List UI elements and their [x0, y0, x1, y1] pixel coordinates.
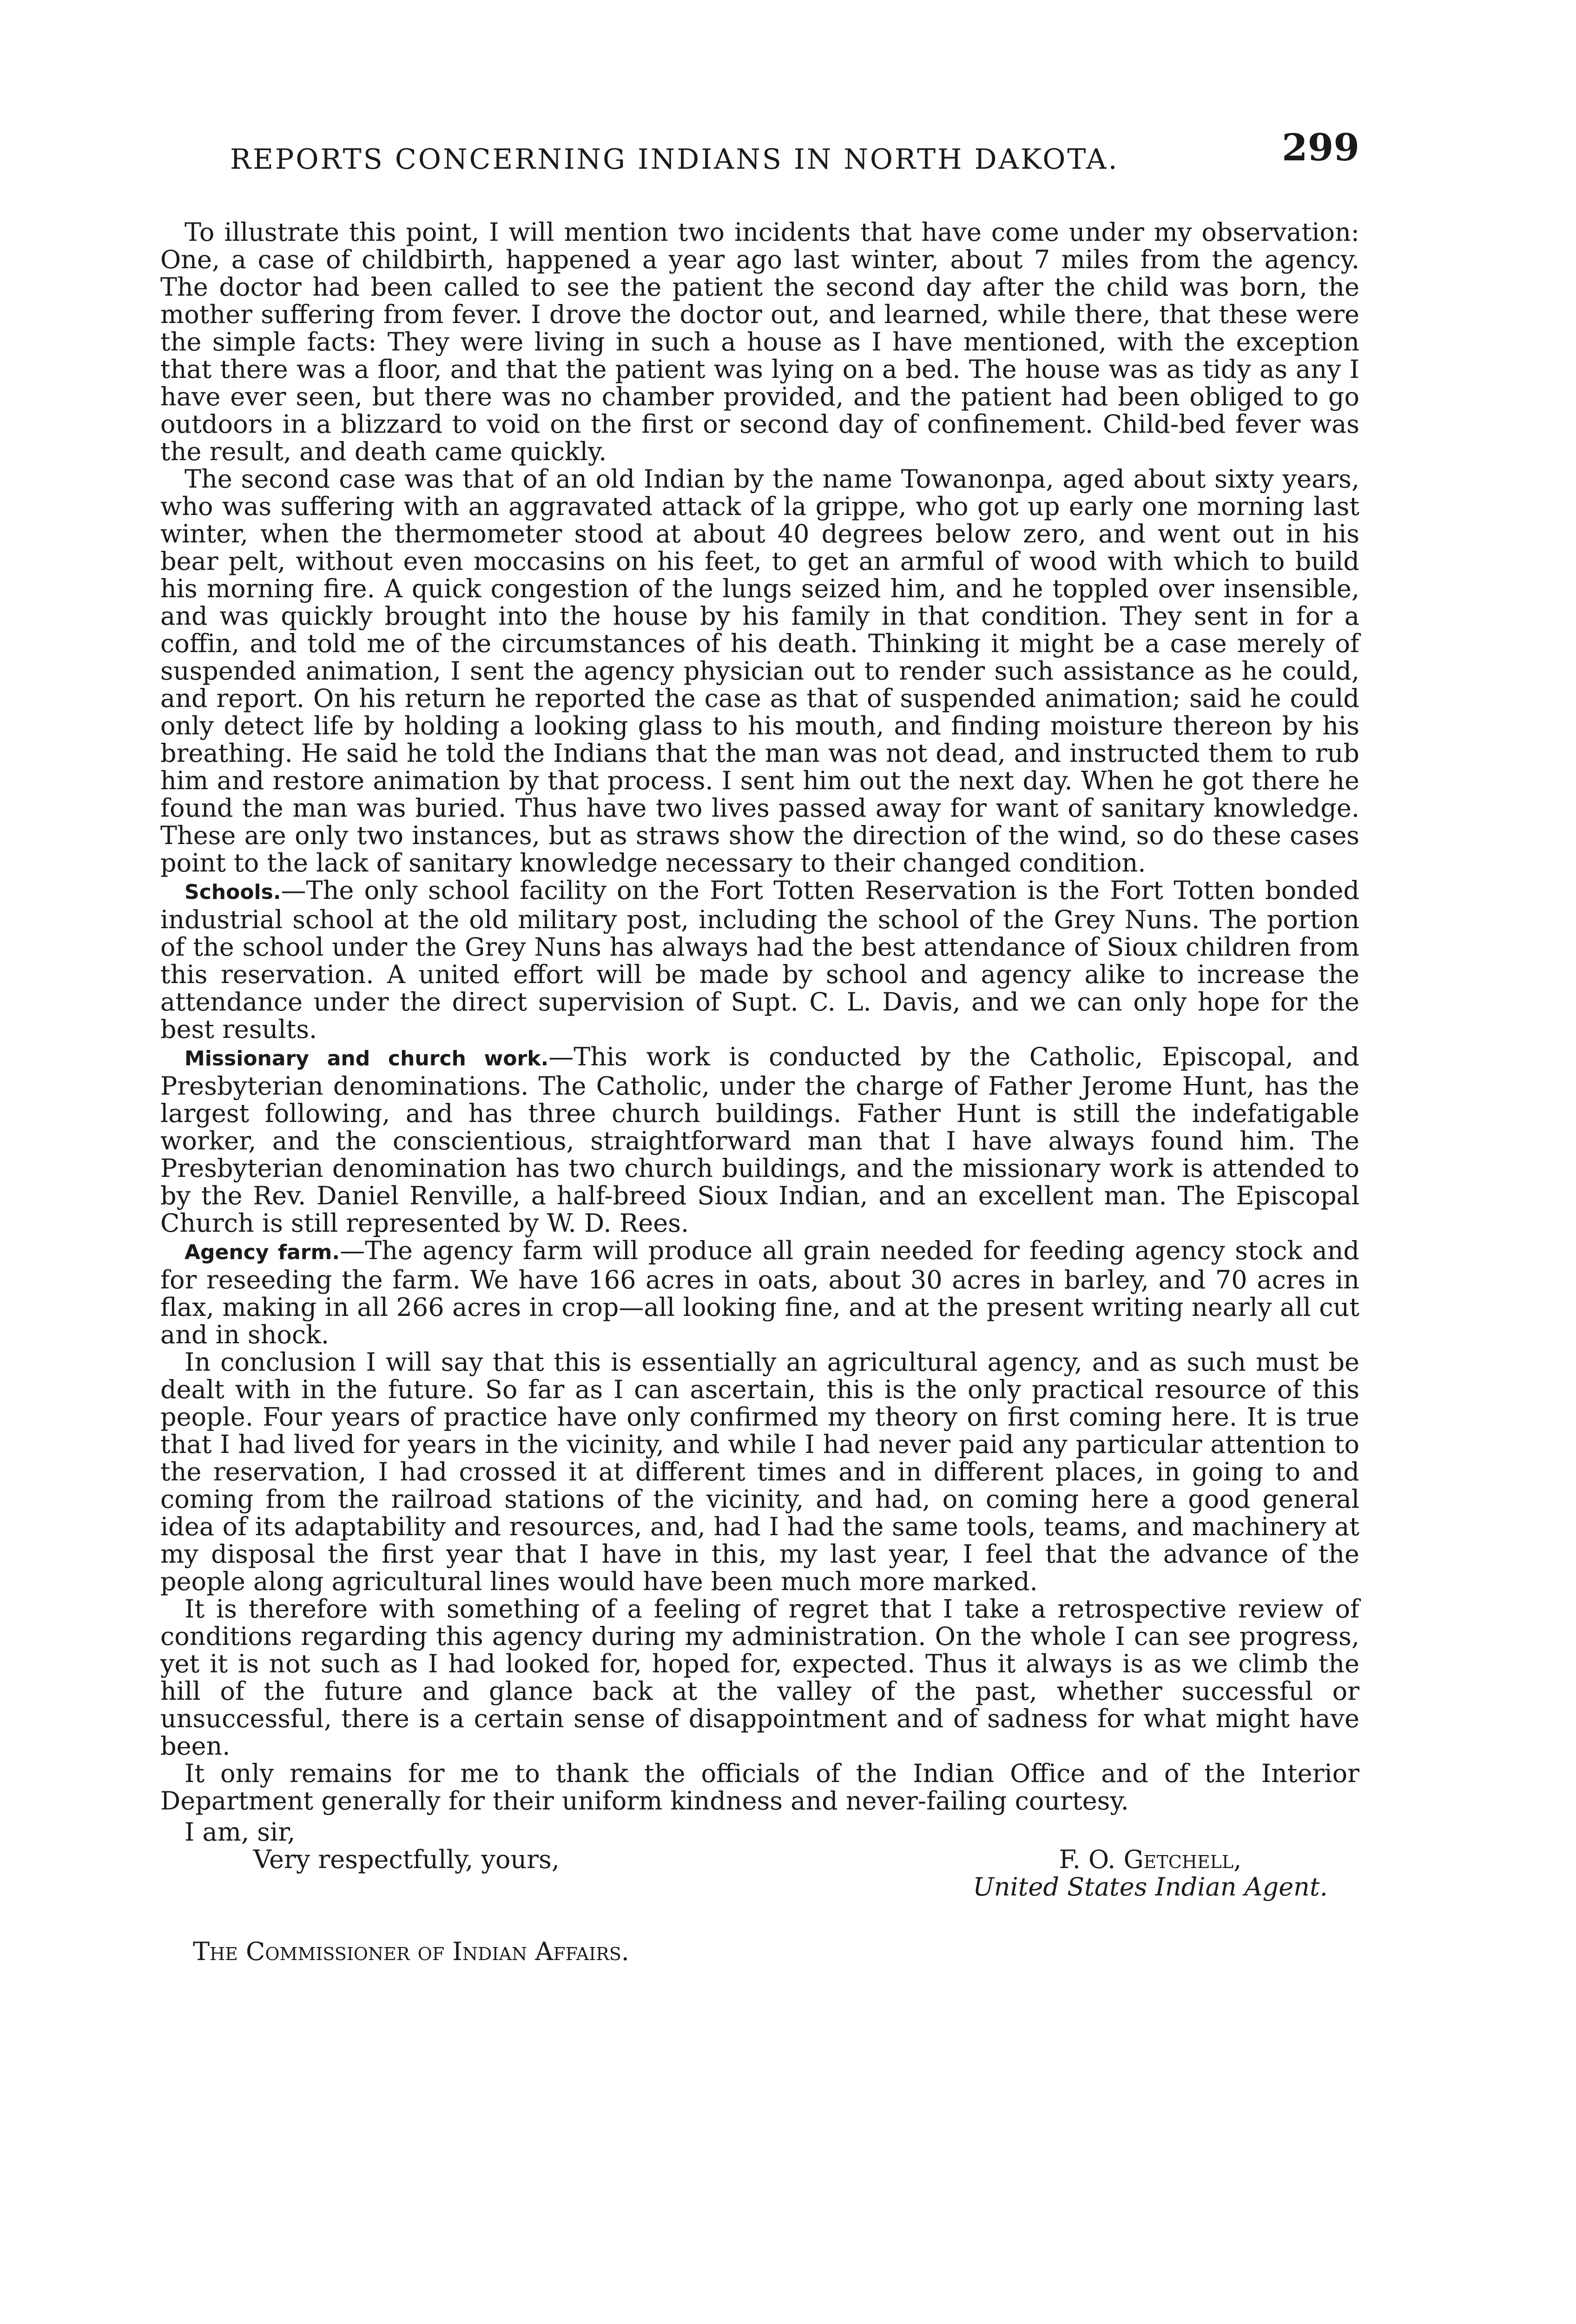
paragraph-agency-farm [160, 1237, 1359, 1348]
salutation: I am, sir, [185, 1817, 296, 1847]
report-page [160, 125, 1359, 1965]
signer-title: United States Indian Agent. [973, 1872, 1328, 1901]
paragraph-text: The second case was that of an old Indian by the name Towanonpa, aged about sixty years, who was suffering with an aggravated attack of la grippe, who got up early one morning last winter, when the thermometer stood at about 40 degrees below zero, and went out in his bear pelt, without even moccasins on his feet, to get an armful of wood with which to build his morning fire. A quick congestion of the lungs seized him, and he toppled over insensible, and was quickly brought into the house by his family in that condition. They sent in for a coffin, and told me of the circumstances of his death. Thinking it might be a case merely of suspended animation, I sent the agency physician out to render such assistance as he could, and report. On his return he reported the case as that of suspended animation; said he could only detect life by holding a looking glass to his mouth, and finding moisture thereon by his breathing. He said he told the Indians that the man was not dead, and instructed them to rub him and restore animation by that process. I sent him out the next day. When he got there he found the man was buried. Thus have two lives passed away for want of sanitary knowledge. These are only two instances, but as straws show the direction of the wind, so do these cases point to the lack of sanitary knowledge necessary to their changed condition. [160, 464, 1359, 878]
page-number: 299 [1282, 125, 1359, 169]
signer-name: F. O. Getchell, [1059, 1845, 1242, 1874]
section-heading-schools: Schools. [185, 880, 281, 904]
page-header [160, 125, 1359, 195]
signature-block [941, 1846, 1359, 1901]
paragraph-incidents [160, 218, 1359, 465]
paragraph-text: —This work is conducted by the Catholic, Episcopal, and Presbyterian denominations. The Catholic, under the charge of Father Jerome Hunt, has the largest following, and has three church buildings. Father Hunt is still the indefatigable worker, and the conscientious, straightforward man that I have always found him. The Presbyterian denomination has two church buildings, and the missionary work is attended to by the Rev. Daniel Renville, a half-breed Sioux Indian, and an excellent man. The Episcopal Church is still represented by W. D. Rees. [160, 1042, 1359, 1238]
letter-closing [160, 1818, 1359, 1965]
paragraph-text: —The only school facility on the Fort Totten Reservation is the Fort Totten bonded industrial school at the old military post, including the school of the Grey Nuns. The portion of the school under the Grey Nuns has always had the best attendance of Sioux children from this reservation. A united effort will be made by school and agency alike to increase the attendance under the direct supervision of Supt. C. L. Davis, and we can only hope for the best results. [160, 876, 1359, 1044]
section-heading-missionary: Missionary and church work. [185, 1047, 549, 1070]
paragraph-thanks [160, 1760, 1359, 1815]
paragraph-schools [160, 877, 1359, 1043]
paragraph-text: It only remains for me to thank the officials of the Indian Office and of the Interior Department generally for their uniform kindness and never-failing courtesy. [160, 1759, 1359, 1816]
paragraph-text: To illustrate this point, I will mention two incidents that have come under my observation: One, a case of childbirth, happened a year ago last winter, about 7 miles from the agency. The doctor had been called to see the patient the second day after the child was born, the mother suffering from fever. I drove the doctor out, and learned, while there, that these were the simple facts: They were living in such a house as I have mentioned, with the exception that there was a floor, and that the patient was lying on a bed. The house was as tidy as any I have ever seen, but there was no chamber provided, and the patient had been obliged to go outdoors in a blizzard to void on the first or second day of confinement. Child-bed fever was the result, and death came quickly. [160, 218, 1359, 466]
paragraph-missionary [160, 1043, 1359, 1237]
paragraph-second-case [160, 465, 1359, 877]
running-head: REPORTS CONCERNING INDIANS IN NORTH DAKOTA. [230, 143, 1119, 176]
addressee: The Commissioner of Indian Affairs. [193, 1937, 629, 1966]
report-body [160, 218, 1359, 1815]
paragraph-conclusion [160, 1348, 1359, 1595]
section-heading-agency-farm: Agency farm. [185, 1241, 340, 1264]
paragraph-text: —The agency farm will produce all grain needed for feeding agency stock and for reseeding the farm. We have 166 acres in oats, about 30 acres in barley, and 70 acres in flax, making in all 266 acres in crop—all looking fine, and at the present writing nearly all cut and in shock. [160, 1236, 1359, 1349]
paragraph-text: In conclusion I will say that this is essentially an agricultural agency, and as such must be dealt with in the future. So far as I can ascertain, this is the only practical resource of this people. Four years of practice have only confirmed my theory on first coming here. It is true that I had lived for years in the vicinity, and while I had never paid any particular attention to the reservation, I had crossed it at different times and in different places, in going to and coming from the railroad stations of the vicinity, and had, on coming here a good general idea of its adaptability and resources, and, had I had the same tools, teams, and machinery at my disposal the first year that I have in this, my last year, I feel that the advance of the people along agricultural lines would have been much more marked. [160, 1347, 1359, 1596]
valediction: Very respectfully, yours, [253, 1845, 560, 1874]
paragraph-retrospective [160, 1595, 1359, 1760]
paragraph-text: It is therefore with something of a feeling of regret that I take a retrospective review of conditions regarding this agency during my administration. On the whole I can see progress, yet it is not such as I had looked for, hoped for, expected. Thus it always is as we climb the hill of the future and glance back at the valley of the past, whether successful or unsuccessful, there is a certain sense of disappointment and of sadness for what might have been. [160, 1594, 1359, 1761]
signature-row [160, 1846, 1359, 1901]
